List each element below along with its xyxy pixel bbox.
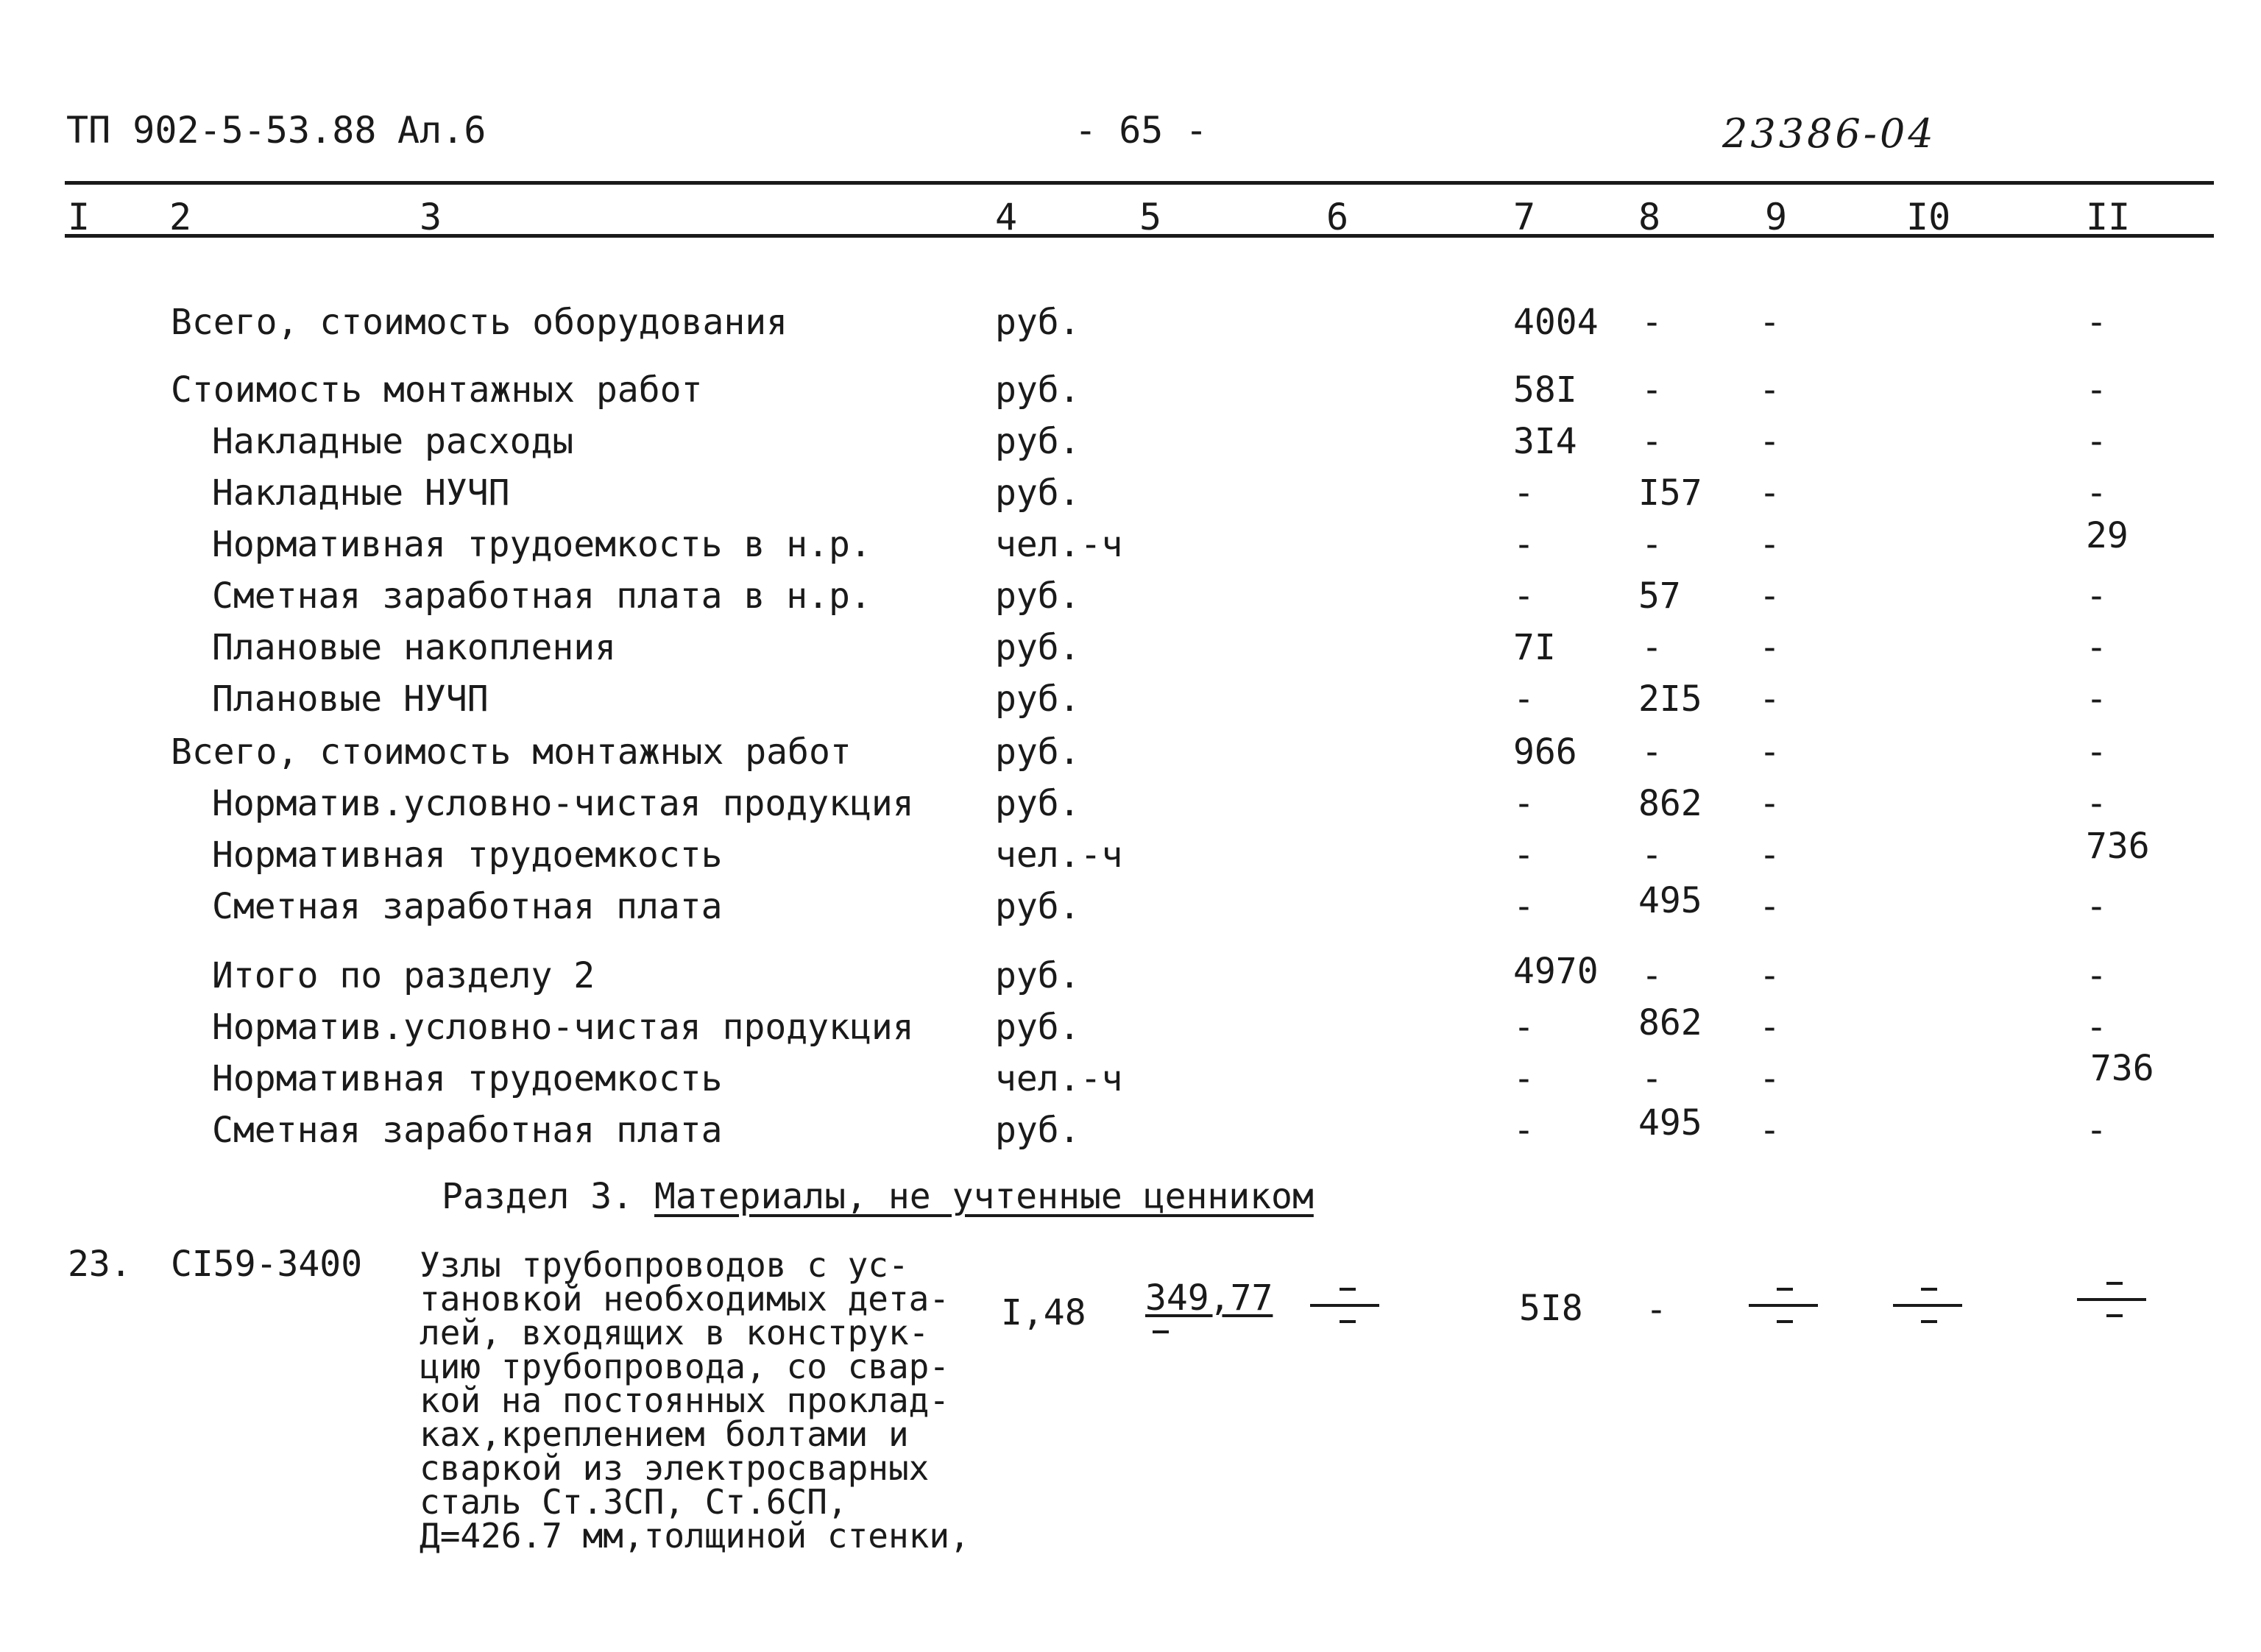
row-col8: 57 [1638, 575, 1681, 617]
col10-numerator-dash [1921, 1288, 1937, 1291]
col11-denominator-dash [2106, 1314, 2123, 1317]
row-col7: 966 [1513, 731, 1577, 773]
row-label: Норматив.условно-чистая продукция [212, 1007, 914, 1048]
col9-denominator-dash [1777, 1320, 1793, 1323]
table-row [0, 783, 2261, 834]
row-col8: - [1641, 834, 1663, 876]
col10-denominator-dash [1921, 1320, 1937, 1323]
section-3-heading [442, 1176, 1314, 1217]
row-col8: 495 [1638, 1102, 1702, 1144]
col6-fraction [1310, 1288, 1384, 1332]
row-label: Нормативная трудоемкость [212, 1058, 723, 1099]
row-col8: I57 [1638, 472, 1702, 514]
row-col8: - [1641, 731, 1663, 773]
row-col8: - [1641, 369, 1663, 411]
row-label: Нормативная трудоемкость в н.р. [212, 524, 871, 565]
table-row [0, 826, 2261, 886]
table-row [0, 472, 2261, 524]
col6-denominator-dash [1340, 1320, 1356, 1323]
col-num-8: 8 [1638, 196, 1661, 238]
row-col8: - [1641, 627, 1663, 668]
table-row [0, 880, 2261, 937]
row-col7: 4004 [1513, 302, 1599, 343]
handwritten-number: 23386-04 [1722, 110, 1936, 157]
row-label: Стоимость монтажных работ [171, 369, 703, 411]
col-num-4: 4 [995, 196, 1018, 238]
row-col9: - [1759, 886, 1780, 927]
row-col9: - [1759, 834, 1780, 876]
row-col11: - [2086, 627, 2107, 668]
row-col9: - [1759, 731, 1780, 773]
row-col9: - [1759, 421, 1780, 462]
row-unit: руб. [995, 421, 1080, 462]
row-unit: руб. [995, 955, 1080, 996]
col10-fraction [1893, 1288, 1967, 1332]
row-col8: - [1641, 1058, 1663, 1099]
row-col9: - [1759, 524, 1780, 565]
page-number: - 65 - [1075, 109, 1208, 152]
row-col11: 736 [2090, 1048, 2154, 1089]
row-unit: руб. [995, 731, 1080, 773]
row-label: Сметная заработная плата [212, 1110, 723, 1151]
row-col11: - [2086, 886, 2107, 927]
row-col7: 3I4 [1513, 421, 1577, 462]
row-col7: - [1513, 575, 1535, 617]
item-total: 5I8 [1519, 1288, 1583, 1329]
row-col8: - [1641, 421, 1663, 462]
row-col11: - [2086, 783, 2107, 824]
row-col11: - [2086, 302, 2107, 343]
row-label: Сметная заработная плата [212, 886, 723, 927]
col-num-9: 9 [1765, 196, 1788, 238]
row-col9: - [1759, 472, 1780, 514]
row-col7: - [1513, 886, 1535, 927]
row-col7: 4970 [1513, 951, 1599, 992]
col-num-10: I0 [1906, 196, 1951, 238]
row-unit: руб. [995, 1007, 1080, 1048]
table-row [0, 627, 2261, 678]
row-label: Итого по разделу 2 [212, 955, 595, 996]
row-col11: - [2086, 955, 2107, 996]
col-num-7: 7 [1513, 196, 1536, 238]
table-row [0, 1002, 2261, 1058]
table-row [0, 1102, 2261, 1161]
row-col8: 862 [1638, 783, 1702, 824]
row-unit: чел.-ч [995, 524, 1123, 565]
col9-numerator-dash [1777, 1288, 1793, 1291]
row-col8: 495 [1638, 880, 1702, 921]
row-label: Нормативная трудоемкость [212, 834, 723, 876]
row-col11: - [2086, 472, 2107, 514]
row-col11: - [2086, 421, 2107, 462]
row-col7: - [1513, 834, 1535, 876]
row-col9: - [1759, 783, 1780, 824]
table-row [0, 678, 2261, 730]
row-label: Накладные НУЧП [212, 472, 510, 514]
col-num-3: 3 [420, 196, 442, 238]
col11-fraction-bar [2077, 1298, 2146, 1301]
table-row [0, 421, 2261, 472]
item-code: CI59-3400 [171, 1244, 363, 1285]
col9-fraction-bar [1749, 1304, 1818, 1307]
row-col9: - [1759, 369, 1780, 411]
row-col11: - [2086, 575, 2107, 617]
row-col11: - [2086, 1007, 2107, 1048]
item-col8: - [1646, 1289, 1667, 1330]
table-row [0, 731, 2261, 783]
row-col11: - [2086, 369, 2107, 411]
row-col7: - [1513, 472, 1535, 514]
row-unit: руб. [995, 678, 1080, 720]
item-description: Узлы трубопроводов с ус- тановкой необходимых дета- лей, входящих в конструк- цию трубопровода, со свар- кой на постоянных проклад- ках,креплением болтами и сваркой из электросварных сталь Ст.3СП, Ст.6СП, Д=426.7 мм,толщиной стенки, [420, 1245, 970, 1556]
row-col9: - [1759, 1007, 1780, 1048]
row-col7: 58I [1513, 369, 1577, 411]
col-num-1: I [68, 196, 91, 238]
row-col11: 736 [2086, 826, 2150, 867]
col11-numerator-dash [2106, 1282, 2123, 1285]
row-col9: - [1759, 955, 1780, 996]
album-label: Ал.6 [397, 109, 486, 152]
row-label: Накладные расходы [212, 421, 574, 462]
row-col9: - [1759, 627, 1780, 668]
row-col7: - [1513, 524, 1535, 565]
row-unit: руб. [995, 1110, 1080, 1151]
item-number: 23. [68, 1244, 132, 1285]
row-col8: 2I5 [1638, 678, 1702, 720]
row-col7: - [1513, 1058, 1535, 1099]
table-row [0, 1048, 2261, 1110]
col9-fraction [1749, 1288, 1822, 1332]
row-unit: руб. [995, 627, 1080, 668]
row-col8: - [1641, 524, 1663, 565]
unit-price-fraction [1145, 1277, 1278, 1336]
row-col8: - [1641, 955, 1663, 996]
row-unit: чел.-ч [995, 1058, 1123, 1099]
row-col7: 7I [1513, 627, 1556, 668]
section-3-prefix: Раздел 3. [442, 1176, 634, 1217]
row-col11: - [2086, 678, 2107, 720]
row-col11: - [2086, 1110, 2107, 1151]
section-3-title: Материалы, не учтенные ценником [654, 1176, 1314, 1217]
col-num-6: 6 [1326, 196, 1349, 238]
col-num-5: 5 [1139, 196, 1162, 238]
table-row [0, 515, 2261, 575]
row-col7: - [1513, 678, 1535, 720]
row-label: Норматив.условно-чистая продукция [212, 783, 914, 824]
col-num-11: II [2086, 196, 2131, 238]
row-unit: руб. [995, 575, 1080, 617]
row-col11: - [2086, 731, 2107, 773]
row-label: Плановые накопления [212, 627, 617, 668]
row-unit: руб. [995, 472, 1080, 514]
row-label: Плановые НУЧП [212, 678, 489, 720]
row-unit: руб. [995, 783, 1080, 824]
top-rule [65, 181, 2214, 185]
row-col9: - [1759, 575, 1780, 617]
table-row [0, 302, 2261, 353]
table-row [0, 951, 2261, 1007]
col11-fraction [2077, 1282, 2151, 1326]
row-unit: руб. [995, 369, 1080, 411]
unit-price: 349,77 [1145, 1277, 1273, 1319]
col6-fraction-bar [1310, 1304, 1379, 1307]
row-col9: - [1759, 302, 1780, 343]
row-col8: - [1641, 302, 1663, 343]
row-col9: - [1759, 678, 1780, 720]
row-label: Сметная заработная плата в н.р. [212, 575, 871, 617]
col10-fraction-bar [1893, 1304, 1962, 1307]
table-row [0, 575, 2261, 627]
unit-price-denominator-dash [1153, 1330, 1169, 1333]
row-unit: руб. [995, 302, 1080, 343]
row-col7: - [1513, 1007, 1535, 1048]
table-row [0, 369, 2261, 421]
row-label: Всего, стоимость оборудования [171, 302, 788, 343]
row-unit: руб. [995, 886, 1080, 927]
row-col7: - [1513, 783, 1535, 824]
doc-code: ТП 902-5-53.88 [66, 109, 377, 152]
item-quantity: I,48 [1001, 1292, 1086, 1333]
row-label: Всего, стоимость монтажных работ [171, 731, 852, 773]
row-col9: - [1759, 1058, 1780, 1099]
row-col11: 29 [2086, 515, 2129, 556]
row-col7: - [1513, 1110, 1535, 1151]
col6-numerator-dash [1340, 1288, 1356, 1291]
row-unit: чел.-ч [995, 834, 1123, 876]
col-num-2: 2 [169, 196, 192, 238]
row-col9: - [1759, 1110, 1780, 1151]
row-col8: 862 [1638, 1002, 1702, 1043]
